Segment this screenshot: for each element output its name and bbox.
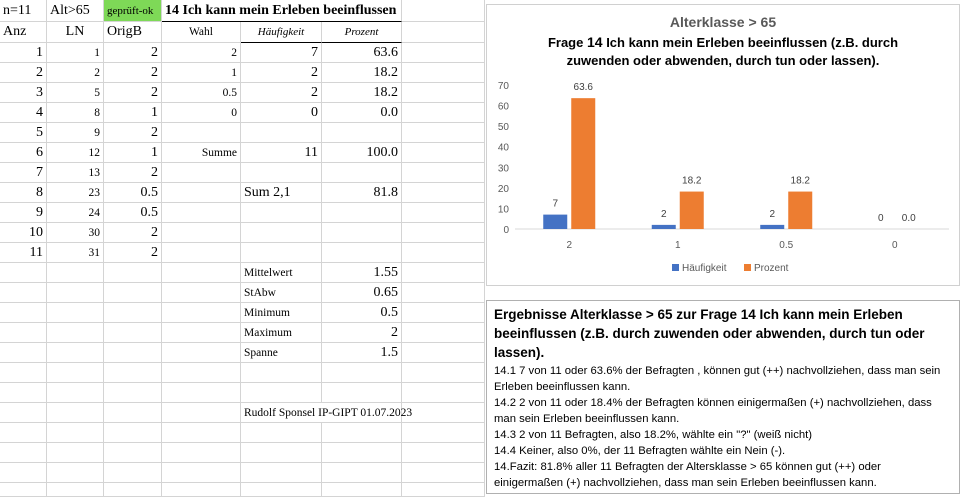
grid-cell[interactable] [104,323,162,343]
cell-anz[interactable]: 1 [0,43,47,63]
grid-cell[interactable] [322,383,402,403]
cell-prozent[interactable]: 63.6 [322,43,402,63]
grid-cell[interactable] [104,443,162,463]
cell-ln[interactable]: 9 [47,123,104,143]
grid-cell[interactable] [322,123,402,143]
y-tick-label: 10 [497,204,509,216]
cell-wahl[interactable]: 0.5 [162,83,241,103]
col-header-origb[interactable]: OrigB [104,22,162,43]
cell-anz[interactable]: 3 [0,83,47,103]
grid-cell[interactable] [241,463,322,483]
cell-haeufigkeit[interactable]: 7 [241,43,322,63]
grid-cell[interactable] [322,483,402,497]
cell-stat-value[interactable]: 2 [322,323,402,343]
grid-cell[interactable] [402,103,485,123]
grid-cell[interactable] [402,83,485,103]
bar-prozent[interactable] [571,98,595,229]
cell-ln[interactable]: 13 [47,163,104,183]
cell-summe-haeufigkeit[interactable]: 11 [241,143,322,163]
cell-question[interactable]: 14 Ich kann mein Erleben beeinflussen [162,0,402,22]
grid-cell[interactable] [104,263,162,283]
data-label: 0.0 [901,213,916,224]
grid-cell[interactable] [402,283,485,303]
grid-cell[interactable] [402,363,485,383]
grid-cell[interactable] [162,243,241,263]
grid-cell[interactable] [402,323,485,343]
grid-cell[interactable] [402,43,485,63]
grid-cell[interactable] [402,243,485,263]
grid-cell[interactable] [47,483,104,497]
cell-prozent[interactable]: 18.2 [322,63,402,83]
data-label: 63.6 [573,82,593,94]
chart-subtitle-line1: Frage 14 Ich kann mein Erleben beeinflussen (z.B. durch [547,34,899,50]
y-tick-label: 0 [503,225,509,236]
plot-area [498,81,949,251]
grid-cell[interactable] [162,343,241,363]
cell-stat-label[interactable]: Spanne [241,343,322,363]
grid-cell[interactable] [402,463,485,483]
cell-wahl[interactable]: 1 [162,63,241,83]
cell-origb[interactable]: 2 [104,243,162,263]
grid-cell[interactable] [162,283,241,303]
cell-anz[interactable]: 6 [0,143,47,163]
grid-cell[interactable] [162,363,241,383]
bar-prozent[interactable] [680,192,704,229]
col-header-ln[interactable]: LN [47,22,104,43]
grid-cell[interactable] [402,303,485,323]
y-tick-label: 70 [497,81,509,92]
grid-cell[interactable] [0,343,47,363]
chart-panel[interactable] [486,4,960,286]
col-header-prozent[interactable]: Prozent [322,22,402,43]
grid-cell[interactable] [241,123,322,143]
col-header-wahl[interactable]: Wahl [162,22,241,43]
grid-cell[interactable] [104,363,162,383]
grid-cell[interactable] [322,203,402,223]
cell-anz[interactable]: 9 [0,203,47,223]
grid-cell[interactable] [47,423,104,443]
cell-stat-value[interactable]: 1.5 [322,343,402,363]
y-tick-label: 50 [497,122,509,134]
grid-cell[interactable] [104,423,162,443]
grid-cell[interactable] [162,423,241,443]
data-label: 0 [877,213,884,224]
grid-cell[interactable] [402,0,485,22]
data-label: 7 [552,198,559,210]
cell-origb[interactable]: 2 [104,43,162,63]
grid-cell[interactable] [322,163,402,183]
grid-cell[interactable] [47,343,104,363]
results-line: 14.2 2 von 11 oder 18.4% der Befragten können einigermaßen (+) nachvollziehen, dass man sein Erleben beeinflussen kann. [494,397,932,425]
data-label: 2 [769,208,776,220]
grid-cell[interactable] [402,383,485,403]
data-label: 2 [660,208,667,220]
cell-age[interactable]: Alt>65 [47,0,104,22]
grid-cell[interactable] [0,323,47,343]
cell-origb[interactable]: 0.5 [104,203,162,223]
grid-cell[interactable] [0,483,47,497]
legend-swatch [744,264,751,271]
grid-cell[interactable] [402,423,485,443]
grid-cell[interactable] [104,483,162,497]
data-label: 18.2 [682,175,702,187]
cell-n[interactable]: n=11 [0,0,47,22]
grid-cell[interactable] [0,423,47,443]
cell-summe-prozent[interactable]: 100.0 [322,143,402,163]
grid-cell[interactable] [322,223,402,243]
cell-anz[interactable]: 2 [0,63,47,83]
chart-legend [672,263,789,274]
cell-anz[interactable]: 11 [0,243,47,263]
cell-ln[interactable]: 24 [47,203,104,223]
grid-cell[interactable] [104,383,162,403]
data-label: 18.2 [790,175,810,187]
cell-ln[interactable]: 2 [47,63,104,83]
x-tick-label: 0.5 [779,240,794,251]
grid-cell[interactable] [322,423,402,443]
col-header-haeufigkeit[interactable]: Häufigkeit [241,22,322,43]
cell-origb[interactable]: 0.5 [104,183,162,203]
x-tick-label: 0 [891,240,898,251]
cell-wahl[interactable]: 2 [162,43,241,63]
cell-origb[interactable]: 1 [104,103,162,123]
cell-origb[interactable]: 2 [104,63,162,83]
grid-cell[interactable] [47,463,104,483]
grid-cell[interactable] [241,203,322,223]
cell-stat-label[interactable]: Mittelwert [241,263,322,283]
grid-cell[interactable] [162,183,241,203]
cell-author[interactable]: Rudolf Sponsel IP-GIPT 01.07.2023 [241,403,402,423]
cell-haeufigkeit[interactable]: 2 [241,63,322,83]
cell-sum21-prozent[interactable]: 81.8 [322,183,402,203]
y-tick-label: 40 [497,142,509,154]
grid-cell[interactable] [162,383,241,403]
grid-cell[interactable] [402,403,485,423]
bar-haeufigkeit[interactable] [543,215,567,229]
grid-cell[interactable] [0,363,47,383]
cell-origb[interactable]: 2 [104,83,162,103]
grid-cell[interactable] [241,243,322,263]
chart-subtitle-line2: zuwenden oder abwenden, durch tun oder lassen). [566,53,880,68]
grid-cell[interactable] [47,383,104,403]
grid-cell[interactable] [0,263,47,283]
grid-cell[interactable] [47,263,104,283]
grid-cell[interactable] [162,123,241,143]
grid-cell[interactable] [241,483,322,497]
grid-cell[interactable] [0,403,47,423]
cell-ln[interactable]: 31 [47,243,104,263]
cell-origb[interactable]: 2 [104,223,162,243]
cell-ln[interactable]: 1 [47,43,104,63]
grid-cell[interactable] [241,423,322,443]
bar-haeufigkeit[interactable] [652,225,676,229]
grid-cell[interactable] [162,323,241,343]
grid-cell[interactable] [402,183,485,203]
cell-anz[interactable]: 5 [0,123,47,143]
grid-cell[interactable] [322,443,402,463]
grid-cell[interactable] [162,463,241,483]
grid-cell[interactable] [104,463,162,483]
x-tick-label: 1 [674,240,681,251]
grid-cell[interactable] [104,283,162,303]
grid-cell[interactable] [47,283,104,303]
grid-cell[interactable] [402,123,485,143]
grid-cell[interactable] [402,63,485,83]
bar-chart [487,5,959,285]
grid-cell[interactable] [241,223,322,243]
cell-anz[interactable]: 7 [0,163,47,183]
grid-cell[interactable] [104,343,162,363]
y-tick-label: 20 [497,183,509,195]
cell-anz[interactable]: 10 [0,223,47,243]
grid-cell[interactable] [162,303,241,323]
grid-cell[interactable] [402,343,485,363]
cell-haeufigkeit[interactable]: 2 [241,83,322,103]
legend-label: Häufigkeit [682,263,727,274]
y-tick-label: 60 [497,101,509,113]
grid-cell[interactable] [402,22,485,43]
cell-wahl[interactable]: 0 [162,103,241,123]
cell-haeufigkeit[interactable]: 0 [241,103,322,123]
cell-origb[interactable]: 1 [104,143,162,163]
grid-cell[interactable] [104,303,162,323]
cell-origb[interactable]: 2 [104,163,162,183]
x-tick-label: 2 [566,240,573,251]
cell-origb[interactable]: 2 [104,123,162,143]
grid-cell[interactable] [104,403,162,423]
grid-cell[interactable] [162,203,241,223]
cell-stat-label[interactable]: StAbw [241,283,322,303]
cell-stat-label[interactable]: Minimum [241,303,322,323]
grid-cell[interactable] [402,143,485,163]
bar-prozent[interactable] [788,192,812,229]
cell-sum21-label[interactable]: Sum 2,1 [241,183,322,203]
grid-cell[interactable] [322,243,402,263]
legend-swatch [672,264,679,271]
results-line: 14.Fazit: 81.8% aller 11 Befragten der Altersklasse > 65 können gut (++) oder einigermaßen (+) nachvollziehen, dass man sein Erleben beeinflussen kann. [494,461,881,489]
grid-cell[interactable] [162,263,241,283]
cell-ln[interactable]: 12 [47,143,104,163]
results-line: 14.1 7 von 11 oder 63.6% der Befragten , können gut (++) nachvollziehen, dass man sein Erleben beeinflussen kann. [494,365,941,393]
grid-cell[interactable] [47,303,104,323]
grid-cell[interactable] [402,223,485,243]
grid-cell[interactable] [162,483,241,497]
results-line: 14.4 Keiner, also 0%, der 11 Befragten wählte ein Nein (-). [494,445,786,457]
grid-cell[interactable] [162,223,241,243]
legend-label: Prozent [754,263,789,274]
grid-cell[interactable] [322,463,402,483]
cell-ln[interactable]: 23 [47,183,104,203]
grid-cell[interactable] [241,363,322,383]
grid-cell[interactable] [241,163,322,183]
grid-cell[interactable] [0,283,47,303]
grid-cell[interactable] [0,463,47,483]
cell-anz[interactable]: 8 [0,183,47,203]
grid-cell[interactable] [162,403,241,423]
results-textbox[interactable] [486,300,960,494]
grid-cell[interactable] [402,443,485,463]
grid-cell[interactable] [402,263,485,283]
cell-stat-value[interactable]: 1.55 [322,263,402,283]
grid-cell[interactable] [241,443,322,463]
grid-cell[interactable] [0,303,47,323]
cell-stat-label[interactable]: Maximum [241,323,322,343]
grid-cell[interactable] [47,323,104,343]
grid-cell[interactable] [0,383,47,403]
grid-cell[interactable] [47,443,104,463]
cell-stat-value[interactable]: 0.65 [322,283,402,303]
grid-cell[interactable] [402,203,485,223]
cell-prozent[interactable]: 0.0 [322,103,402,123]
cell-ln[interactable]: 5 [47,83,104,103]
grid-cell[interactable] [402,163,485,183]
results-heading: Ergebnisse Alterklasse > 65 zur Frage 14 Ich kann mein Erleben beeinflussen (z.B. durch zuwenden oder abwenden, durch tun oder lassen). [494,307,925,360]
grid-cell[interactable] [47,363,104,383]
bar-haeufigkeit[interactable] [760,225,784,229]
results-lines [494,363,952,491]
grid-cell[interactable] [241,383,322,403]
cell-prozent[interactable]: 18.2 [322,83,402,103]
results-line: 14.3 2 von 11 Befragten, also 18.2%, wählte ein "?" (weiß nicht) [494,429,813,441]
col-header-anz[interactable]: Anz [0,22,47,43]
cell-ln[interactable]: 8 [47,103,104,123]
cell-stat-value[interactable]: 0.5 [322,303,402,323]
grid-cell[interactable] [0,443,47,463]
cell-anz[interactable]: 4 [0,103,47,123]
grid-cell[interactable] [162,443,241,463]
grid-cell[interactable] [162,163,241,183]
cell-summe-label[interactable]: Summe [162,143,241,163]
grid-cell[interactable] [402,483,485,497]
grid-cell[interactable] [47,403,104,423]
chart-title: Alterklasse > 65 [669,14,777,30]
cell-status[interactable]: geprüft-ok [104,0,162,22]
grid-cell[interactable] [322,363,402,383]
y-tick-label: 30 [497,163,509,175]
cell-ln[interactable]: 30 [47,223,104,243]
